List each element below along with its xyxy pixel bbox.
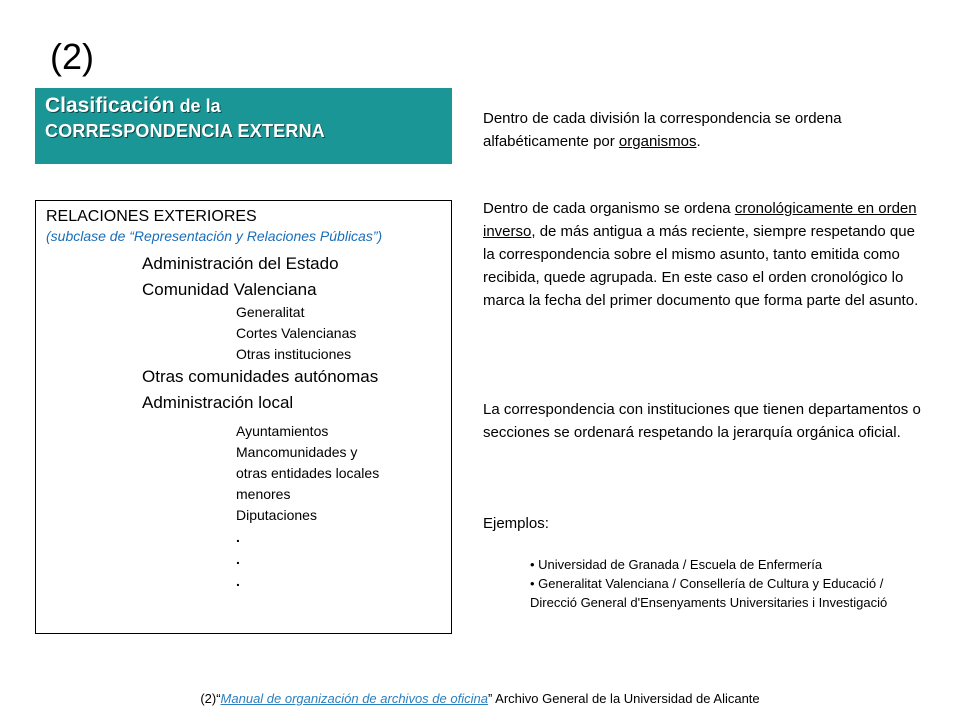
list-heading: RELACIONES EXTERIORES [46, 208, 257, 225]
classification-list-box [35, 200, 452, 634]
list-subitem: menores [236, 486, 291, 502]
paragraph-alphabetical [483, 107, 923, 153]
paragraph-text: Dentro de cada división la correspondencia se ordena alfabéticamente por [483, 110, 842, 150]
list-subitem: otras entidades locales [236, 465, 380, 481]
title-banner [35, 88, 452, 164]
underlined-term: cronológicamente en orden inverso [483, 200, 917, 240]
list-subitem: Otras instituciones [236, 346, 352, 362]
list-subitem: Generalitat [236, 304, 305, 320]
list-item-comunidad-valenciana: Comunidad Valenciana [142, 280, 317, 299]
examples-label: Ejemplos: [483, 515, 549, 532]
paragraph-text: . [696, 133, 701, 150]
subclass-note: (subclase de “Representación y Relaciones Públicas”) [46, 228, 383, 244]
paragraph-text: Dentro de cada organismo se ordena [483, 200, 735, 217]
list-item-admin-local: Administración local [142, 393, 294, 412]
manual-link[interactable]: Manual de organización de archivos de oficina [220, 691, 488, 706]
ellipsis-dot: . [236, 529, 240, 545]
ellipsis-dot: . [236, 551, 240, 567]
list-subitem: Ayuntamientos [236, 423, 329, 439]
list-subitem: Mancomunidades y [236, 444, 358, 460]
list-subitem: Cortes Valencianas [236, 325, 357, 341]
paragraph-text: , de más antigua a más reciente, siempre respetando que la correspondencia sobre el mismo asunto, tanto emitida como recibida, quede agrupada. En este caso el orden cronológico lo marca la fecha del primer documento que forma parte del asunto. [483, 223, 919, 309]
paragraph-chronological [483, 197, 923, 312]
underlined-term: organismos [618, 133, 697, 150]
ellipsis-dot: . [236, 573, 240, 589]
footer-citation [0, 691, 960, 706]
list-item-admin-estado: Administración del Estado [142, 254, 339, 273]
footer-prefix: (2)“ [200, 691, 221, 706]
title-word-2: de la [174, 96, 221, 116]
list-subitem: Diputaciones [236, 507, 317, 523]
footer-suffix: ” Archivo General de la Universidad de Alicante [487, 691, 760, 706]
title-line-2: CORRESPONDENCIA EXTERNA [45, 121, 325, 141]
list-item-otras-comunidades: Otras comunidades autónomas [142, 367, 379, 386]
title-word-1: Clasificación [45, 94, 175, 117]
slide-number: (2) [50, 36, 94, 77]
example-item-2: • Generalitat Valenciana / Consellería de Cultura y Educació / Direcció General d'Ensenyaments Universitaries i Investigació [530, 576, 888, 610]
example-item-1: • Universidad de Granada / Escuela de Enfermería [530, 557, 823, 572]
paragraph-hierarchy: La correspondencia con instituciones que tienen departamentos o secciones se ordenará respetando la jerarquía orgánica oficial. [483, 401, 921, 441]
